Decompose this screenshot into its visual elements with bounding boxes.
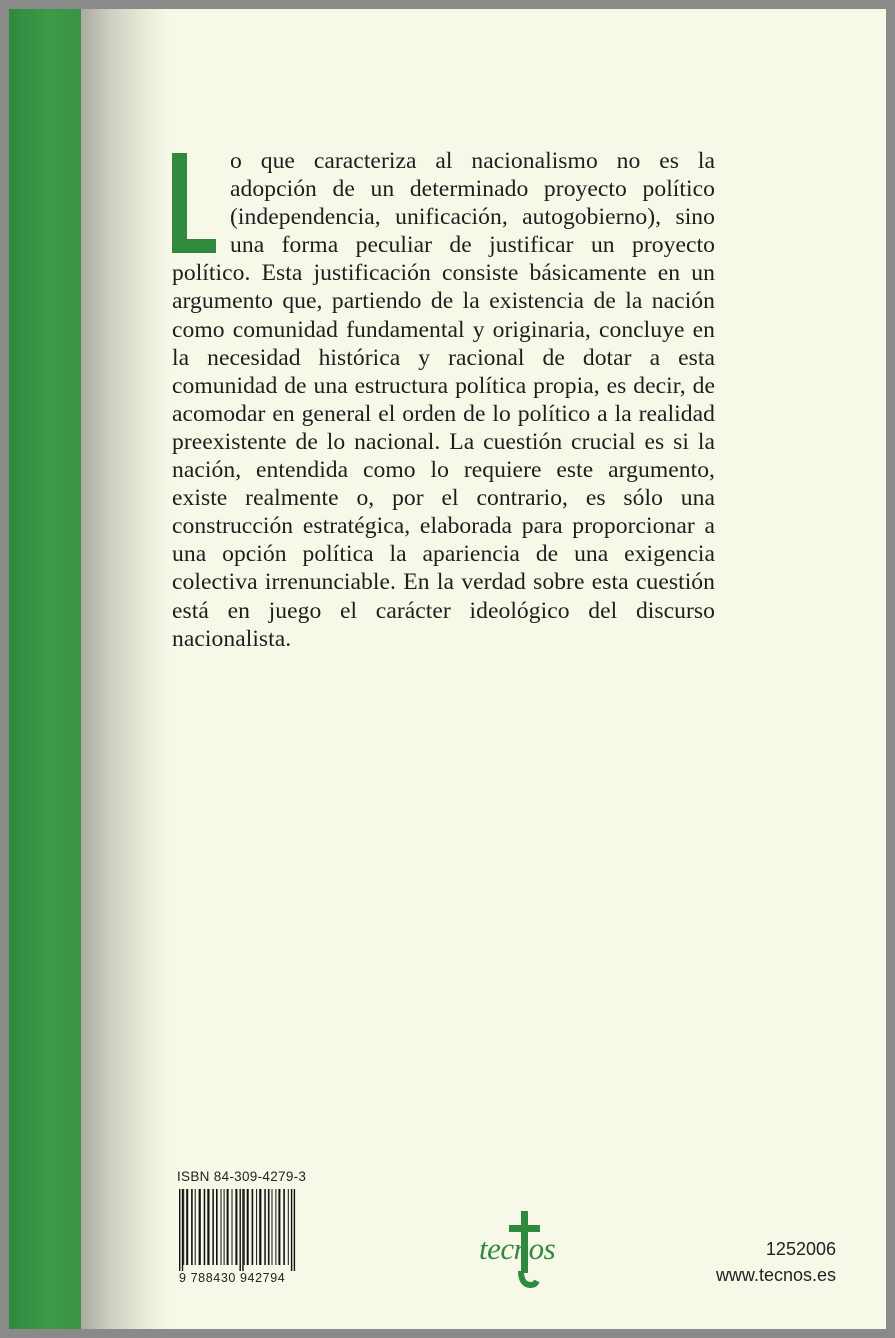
barcode-bar [275, 1189, 276, 1265]
drop-cap-foot [172, 239, 216, 253]
publisher-code: 1252006 [765, 1239, 836, 1259]
barcode-bar [235, 1189, 237, 1265]
barcode-bar [191, 1189, 193, 1265]
barcode-bar [195, 1189, 196, 1265]
barcode [177, 1189, 323, 1271]
green-spine-band [9, 9, 81, 1329]
barcode-bar [216, 1189, 218, 1265]
barcode-bar [268, 1189, 270, 1265]
drop-cap-letter [172, 153, 173, 154]
barcode-bar [278, 1189, 280, 1265]
barcode-bar [247, 1189, 249, 1265]
barcode-bar [183, 1189, 184, 1265]
blurb-text: o que caracteriza al nacionalismo no es la adopción de un determinado proyecto político (independencia, unificación, autogobierno), sino una forma peculiar de justificar un proyecto político. Esta justificación consiste básicamente en un argumento que, partiendo de la existencia de la nación como comunidad fundamental y originaria, concluye en la necesidad histórica y racional de dotar a esta comunidad de una estructura política propia, es decir, de acomodar en general el orden de lo político a la realidad preexistente de lo nacional. La cuestión crucial es si la nación, entendida como lo requiere este argumento, existe realmente o, por el contrario, es sólo una construcción estratégica, elaborada para proporcionar a una opción política la apariencia de una exigencia colectiva irrenunciable. En la verdad sobre esta cuestión está en juego el carácter ideológico del discurso nacionalista. [172, 148, 715, 652]
barcode-bar [252, 1189, 254, 1265]
barcode-bar [256, 1189, 257, 1265]
publisher-logo-text: tecnos [479, 1231, 556, 1266]
barcode-bar [224, 1189, 225, 1265]
barcode-bar [259, 1189, 261, 1265]
drop-cap-stem [172, 153, 187, 253]
barcode-bar [186, 1189, 188, 1265]
isbn-label: ISBN 84-309-4279-3 [177, 1169, 307, 1184]
barcode-guard-bar [179, 1189, 180, 1271]
spine-shadow [81, 9, 171, 1329]
drop-cap [172, 153, 216, 253]
barcode-bar [288, 1189, 289, 1265]
cover-blurb [172, 147, 715, 653]
barcode-digits: 9 788430 942794 [179, 1271, 286, 1285]
barcode-bar [199, 1189, 201, 1265]
barcode-bar [204, 1189, 206, 1265]
barcode-guard-bar [294, 1189, 295, 1271]
barcode-bar [232, 1189, 233, 1265]
barcode-bar [272, 1189, 273, 1265]
back-cover [9, 9, 886, 1329]
barcode-bar [283, 1189, 285, 1265]
barcode-guard-bar [291, 1189, 292, 1271]
barcode-guard-bar [242, 1189, 243, 1271]
barcode-guard-bar [182, 1189, 183, 1271]
barcode-bar [221, 1189, 222, 1265]
barcode-bar [244, 1189, 245, 1265]
barcode-bar [227, 1189, 229, 1265]
barcode-guard-bar [240, 1189, 241, 1271]
barcode-bar [212, 1189, 214, 1265]
publisher-website[interactable]: www.tecnos.es [715, 1265, 836, 1285]
barcode-bar [207, 1189, 209, 1265]
barcode-bar [264, 1189, 266, 1265]
